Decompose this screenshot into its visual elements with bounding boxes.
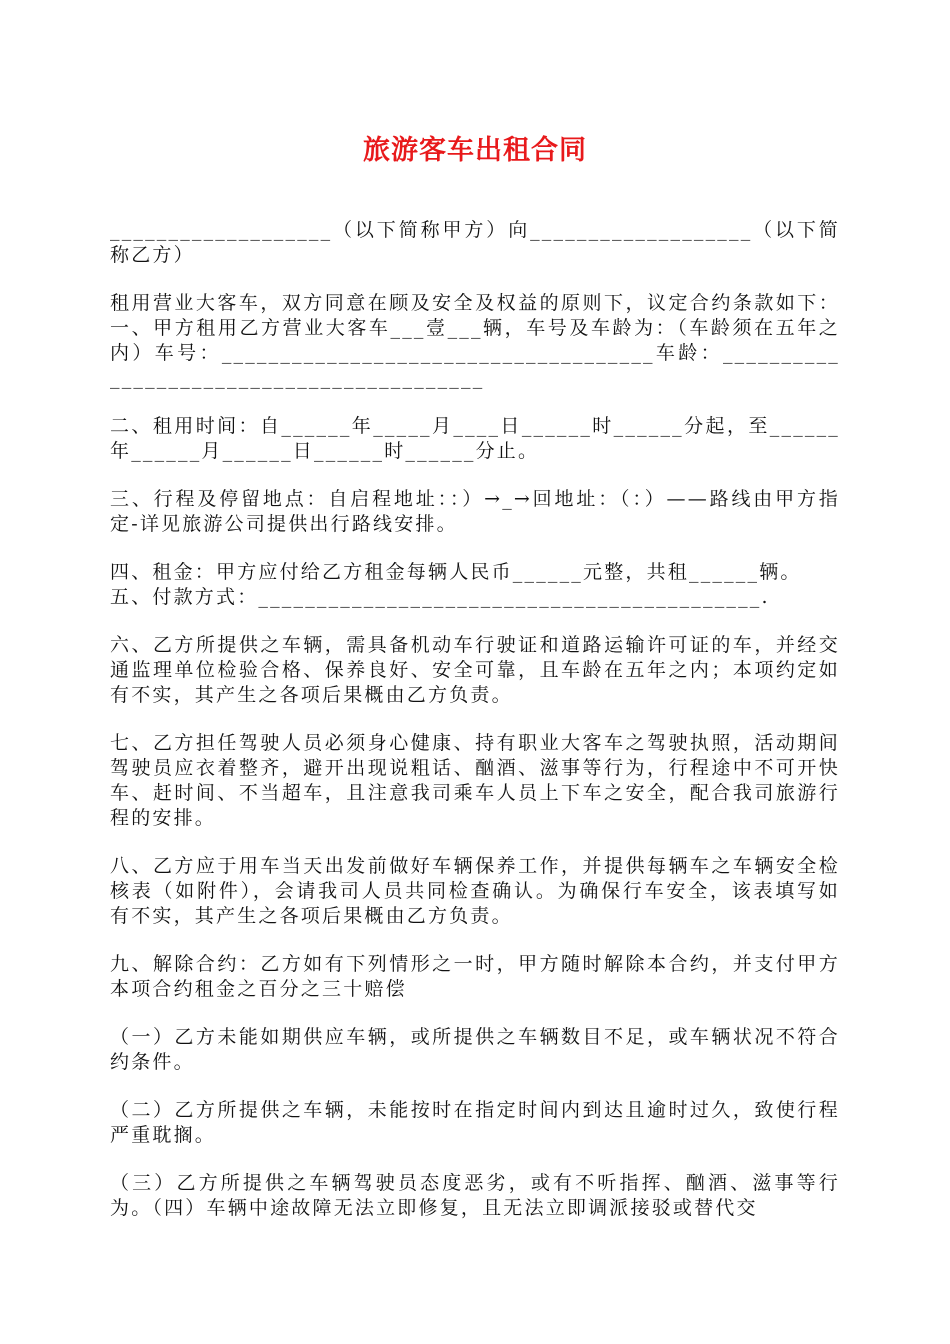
clause-6-vehicle: 六、乙方所提供之车辆，需具备机动车行驶证和道路运输许可证的车，并经交通监理单位检验合格、保养良好、安全可靠，且车龄在五年之内；本项约定如有不实，其产生之各项后果概由乙方负责。: [110, 634, 840, 706]
clause-1-paragraph: 租用营业大客车，双方同意在顾及安全及权益的原则下，议定合约条款如下：一、甲方租用乙方营业大客车___壹___辆，车号及车龄为：（车龄须在五年之内）车号：_____________________________________车龄：__________________________________________: [110, 292, 840, 389]
clause-8-maintenance: 八、乙方应于用车当天出发前做好车辆保养工作，并提供每辆车之车辆安全检核表（如附件），会请我司人员共同检查确认。为确保行车安全，该表填写如有不实，其产生之各项后果概由乙方负责。: [110, 855, 840, 927]
parties-paragraph: ___________________（以下简称甲方）向___________________（以下简称乙方）: [110, 219, 840, 266]
clause-7-driver: 七、乙方担任驾驶人员必须身心健康、持有职业大客车之驾驶执照，活动期间驾驶员应衣着整齐，避开出现说粗话、酗酒、滋事等行为，行程途中不可开快车、赶时间、不当超车，且注意我司乘车人员上下车之安全，配合我司旅游行程的安排。: [110, 732, 840, 829]
clause-3-route: 三、行程及停留地点：自启程地址：：）→_→回地址：（：）——路线由甲方指定-详见旅游公司提供出行路线安排。: [110, 488, 840, 535]
document-title: 旅游客车出租合同: [363, 135, 587, 166]
clause-2-rental-time: 二、租用时间：自______年_____月____日______时______分起，至______年______月______日______时______分止。: [110, 415, 840, 462]
clause-4-rent: 四、租金：甲方应付给乙方租金每辆人民币______元整，共租______辆。: [110, 561, 802, 583]
clause-5-payment: 五、付款方式：___________________________________________.: [110, 586, 770, 608]
termination-item-2: （二）乙方所提供之车辆，未能按时在指定时间内到达且逾时过久，致使行程严重耽搁。: [110, 1099, 840, 1146]
clause-9-termination: 九、解除合约：乙方如有下列情形之一时，甲方随时解除本合约，并支付甲方本项合约租金之百分之三十赔偿: [110, 953, 840, 1000]
document-body: [110, 218, 840, 1244]
termination-item-3: （三）乙方所提供之车辆驾驶员态度恶劣，或有不听指挥、酗酒、滋事等行为。（四）车辆中途故障无法立即修复，且无法立即调派接驳或替代交: [110, 1172, 840, 1219]
termination-item-1: （一）乙方未能如期供应车辆，或所提供之车辆数目不足，或车辆状况不符合约条件。: [110, 1026, 840, 1073]
